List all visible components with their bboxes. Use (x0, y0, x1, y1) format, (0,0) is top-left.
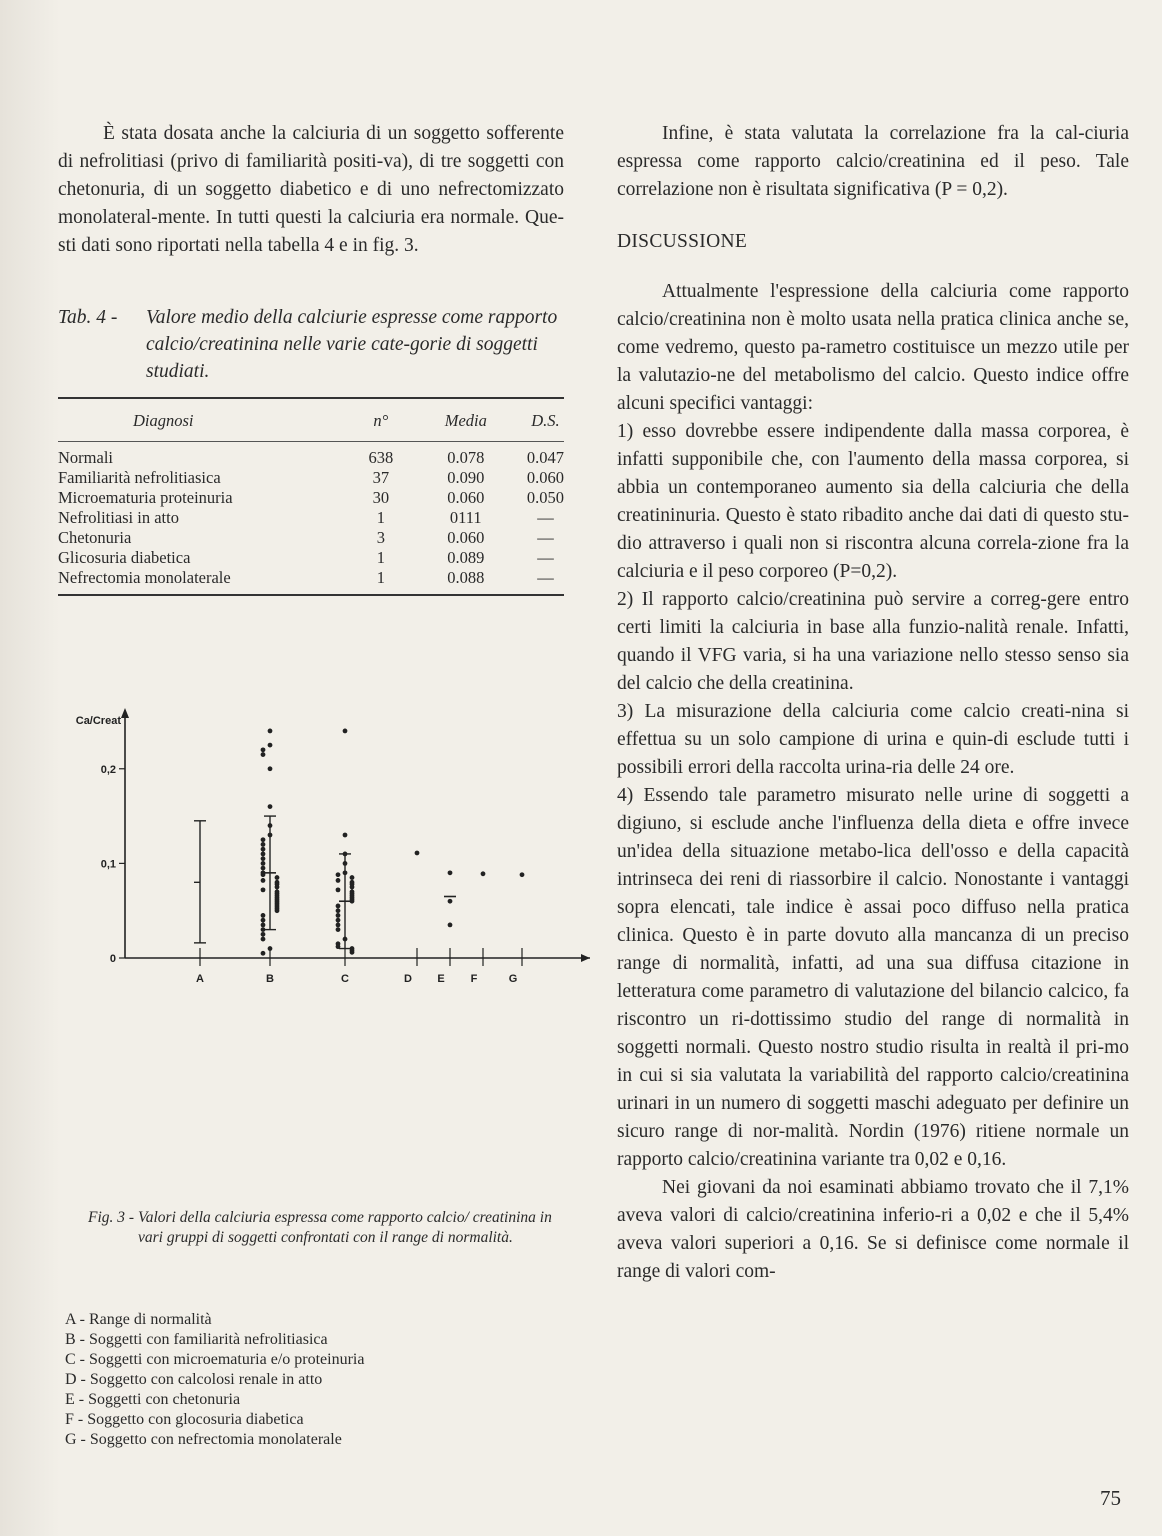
data-point-D-0 (415, 851, 420, 856)
y-tick-label-2: 0,2 (100, 763, 116, 776)
legend-item-b: B - Soggetti con familiarità nefrolitiasica (65, 1331, 328, 1348)
y-axis-label: Ca/Creat (75, 715, 121, 727)
data-point-C-6 (350, 875, 355, 880)
figure-legend (65, 1310, 565, 1450)
cell-diagnosi: Chetonuria (58, 528, 132, 547)
col-header-n: n° (357, 398, 405, 442)
cell-n: 3 (376, 528, 385, 547)
data-point-B-38 (261, 932, 266, 937)
x-axis-arrow (581, 954, 590, 962)
figure-caption (88, 1208, 568, 1248)
data-point-B-2 (261, 747, 266, 752)
list-item-1: 1) esso dovrebbe essere indipendente dalla massa corporea, è infatti supponibile che, con l'aumento della massa corporea, si abbia un contemporaneo aumento sia della calciuria che della creatininuria. Questo è stato ribadito anche dai dati di questo stu-dio attraverso i quali non si riscontra alcuna correla-zione fra la calciuria e il peso corporeo (P=0,2). (617, 421, 1129, 582)
chart-svg (55, 700, 595, 1000)
data-point-B-35 (261, 918, 266, 923)
data-point-B-14 (261, 866, 266, 871)
data-point-B-12 (261, 856, 266, 861)
cell-media: 0.060 (447, 528, 485, 547)
col-header-diagnosi: Diagnosi (58, 398, 357, 442)
data-point-B-34 (261, 913, 266, 918)
page-number: 75 (1100, 1486, 1121, 1510)
data-point-C-29 (350, 950, 355, 955)
cell-n: 1 (357, 568, 405, 595)
data-point-C-18 (336, 904, 341, 909)
data-point-C-11 (336, 887, 341, 892)
y-tick-label-0: 0 (109, 953, 116, 965)
cell-ds: — (537, 508, 554, 527)
x-tick-label-D: D (404, 973, 412, 985)
data-point-C-4 (343, 870, 348, 875)
figure-3-chart (55, 700, 595, 1000)
y-axis-arrow (121, 708, 129, 718)
y-tick-label-1: 0,1 (100, 858, 116, 871)
data-point-E-1 (448, 899, 453, 904)
data-point-B-40 (268, 946, 273, 951)
cell-n: 1 (376, 508, 385, 527)
table-row (58, 488, 564, 508)
table-row (58, 568, 564, 595)
table-caption-text: Valore medio della calciurie espresse come rapporto calcio/creatinina nelle varie cate-gorie di soggetti studiati. (146, 307, 558, 382)
x-tick-label-G: G (508, 973, 518, 985)
data-point-C-1 (343, 833, 348, 838)
table-header-row (58, 398, 564, 442)
section-heading-discussione: DISCUSSIONE (617, 231, 748, 252)
cell-diagnosi: Glicosuria diabetica (58, 548, 191, 567)
col-header-ds: D.S. (527, 398, 564, 442)
data-point-C-17 (350, 899, 355, 904)
cell-ds: 0.060 (526, 468, 564, 487)
cell-diagnosi: Nefrectomia monolaterale (58, 568, 357, 595)
table-row (58, 508, 564, 528)
data-point-C-2 (343, 852, 348, 857)
data-point-B-1 (268, 743, 273, 748)
data-point-B-8 (261, 837, 266, 842)
data-point-C-22 (336, 922, 341, 927)
data-point-B-36 (261, 922, 266, 927)
table-row (58, 528, 564, 548)
data-point-C-3 (343, 861, 348, 866)
data-point-B-41 (261, 951, 266, 956)
data-point-B-22 (261, 887, 266, 892)
legend-item-a: A - Range di normalità (65, 1311, 212, 1328)
table-caption (58, 304, 564, 385)
data-point-B-4 (268, 766, 273, 771)
data-point-C-21 (336, 918, 341, 923)
cell-ds: 0.047 (526, 448, 564, 467)
page-gutter-shadow (0, 0, 60, 1536)
table-caption-label: Tab. 4 - (58, 307, 118, 328)
left-column (58, 120, 564, 596)
data-point-B-5 (268, 804, 273, 809)
cell-media: 0.090 (447, 468, 485, 487)
data-point-B-16 (261, 872, 266, 877)
list-item-2: 2) Il rapporto calcio/creatinina può servire a correg-gere entro certi limiti la calciuria in base alla funzio-nalità renale. Infatti, quando il VFG varia, si ha una variazione nello stesso senso sia del calcio che della creatinina. (617, 589, 1129, 694)
cell-media: 0.078 (447, 448, 485, 467)
data-point-B-10 (261, 847, 266, 852)
paragraph-young-subjects: Nei giovani da noi esaminati abbiamo trovato che il 7,1% aveva valori di calcio/creatinina inferio-ri a 0,02 e che il 5,4% aveva valori superiori a 0,16. Se si definisce come normale il range di valori com- (617, 1177, 1129, 1282)
data-point-B-11 (261, 852, 266, 857)
cell-ds: — (527, 568, 564, 595)
cell-diagnosi: Nefrolitiasi in atto (58, 508, 179, 527)
table-row (58, 548, 564, 568)
cell-ds: — (537, 528, 554, 547)
data-point-C-7 (336, 878, 341, 883)
cell-n: 37 (372, 468, 390, 487)
x-tick-label-B: B (266, 973, 274, 985)
cell-diagnosi: Familiarità nefrolitiasica (58, 468, 221, 487)
legend-item-d: D - Soggetto con calcolosi renale in atto (65, 1371, 323, 1388)
data-point-B-9 (261, 842, 266, 847)
legend-item-e: E - Soggetti con chetonuria (65, 1391, 241, 1408)
legend-item-f: F - Soggetto con glocosuria diabetica (65, 1411, 304, 1428)
list-item-4: 4) Essendo tale parametro misurato nelle urine di soggetti a digiuno, si esclude anche l'influenza della dieta e offre invece un'idea della situazione metabo-lica dell'osso e della capacità intrinseca dei reni di riassorbire il calcio. Nonostante i vantaggi sopra elencati, tale indice è assai poco diffuso nella pratica clinica. Questo è in parte dovuto alla mancanza di un preciso range di normalità, infatti, ad una sua diffusa citazione in letteratura come parametro di valutazione del bilancio calcico, fa riscontro un ri-dottissimo studio del range di normalità in soggetti normali. Questo nostro studio risulta in realtà il pri-mo in cui si sia valutata la variabilità del rapporto calcio/creatinina urinari in un numero di soggetti maschi adeguato per definire un sicuro range di nor-malità. Nordin (1976) ritiene normale un rapporto calcio/creatinina variante tra 0,02 e 0,16. (617, 785, 1129, 1170)
data-point-C-20 (336, 913, 341, 918)
cell-media: 0.089 (447, 548, 485, 567)
data-point-E-2 (448, 922, 453, 927)
list-item-3: 3) La misurazione della calciuria come calcio creati-nina si effettua su un solo campione di urina e quin-di esclude tutti i possibili errori della raccolta urina-ria delle 24 ore. (617, 701, 1129, 778)
x-tick-label-A: A (196, 973, 204, 985)
data-point-C-0 (343, 729, 348, 734)
data-point-B-17 (275, 875, 280, 880)
data-point-B-7 (268, 833, 273, 838)
paragraph-correlation: Infine, è stata valutata la correlazione fra la cal-ciuria espressa come rapporto calcio/creatinina ed il peso. Tale correlazione non è risultata significativa (P = 0,2). (617, 123, 1129, 200)
cell-media: 0.088 (405, 568, 527, 595)
x-tick-label-F: F (470, 973, 478, 985)
col-header-media: Media (405, 398, 527, 442)
cell-ds: — (537, 548, 554, 567)
legend-item-g: G - Soggetto con nefrectomia monolaterale (65, 1431, 342, 1448)
data-point-B-6 (268, 823, 273, 828)
data-point-C-5 (336, 872, 341, 877)
calciuria-table (58, 397, 564, 596)
data-point-B-18 (261, 878, 266, 883)
cell-ds: 0.050 (526, 488, 564, 507)
data-point-B-13 (261, 861, 266, 866)
data-point-G-0 (520, 872, 525, 877)
table-row (58, 468, 564, 488)
figure-caption-label: Fig. 3 - (88, 1209, 135, 1226)
data-point-C-10 (350, 885, 355, 890)
cell-diagnosi: Microematuria proteinuria (58, 488, 233, 507)
data-point-F-0 (481, 871, 486, 876)
paragraph-discussion-intro: Attualmente l'espressione della calciuria come rapporto calcio/creatinina non è molto usata nella pratica clinica anche se, come vedremo, questo pa-rametro costituisce un mezzo utile per la valutazio-ne del metabolismo del calcio. Questo indice offre alcuni specifici vantaggi: (617, 281, 1129, 414)
cell-n: 638 (368, 448, 394, 467)
x-tick-label-E: E (437, 973, 445, 985)
cell-diagnosi: Normali (58, 448, 113, 467)
table-row (58, 442, 564, 469)
intro-paragraph: È stata dosata anche la calciuria di un soggetto sofferente di nefrolitiasi (privo di familiarità positi-va), di tre soggetti con chetonuria, di un soggetto diabetico e di uno nefrectomizzato monolateral-mente. In tutti questi la calciuria era normale. Que-sti dati sono riportati nella tabella 4 e in fig. 3. (58, 123, 564, 256)
cell-media: 0111 (449, 508, 482, 527)
figure-caption-text: Valori della calciuria espressa come rapporto calcio/ creatinina in vari gruppi di soggetti confrontati con il range di normalità. (138, 1209, 552, 1246)
data-point-C-23 (336, 927, 341, 932)
data-point-E-0 (448, 870, 453, 875)
cell-n: 30 (372, 488, 390, 507)
data-point-B-33 (275, 908, 280, 913)
data-point-B-21 (275, 885, 280, 890)
data-point-B-37 (261, 927, 266, 932)
x-tick-label-C: C (341, 973, 349, 985)
data-point-C-26 (336, 944, 341, 949)
right-column (617, 120, 1129, 1286)
data-point-B-3 (261, 752, 266, 757)
data-point-C-24 (343, 937, 348, 942)
cell-media: 0.060 (447, 488, 485, 507)
data-point-B-39 (261, 937, 266, 942)
cell-n: 1 (376, 548, 385, 567)
data-point-B-0 (268, 729, 273, 734)
data-point-C-19 (336, 908, 341, 913)
legend-item-c: C - Soggetti con microematuria e/o proteinuria (65, 1351, 365, 1368)
